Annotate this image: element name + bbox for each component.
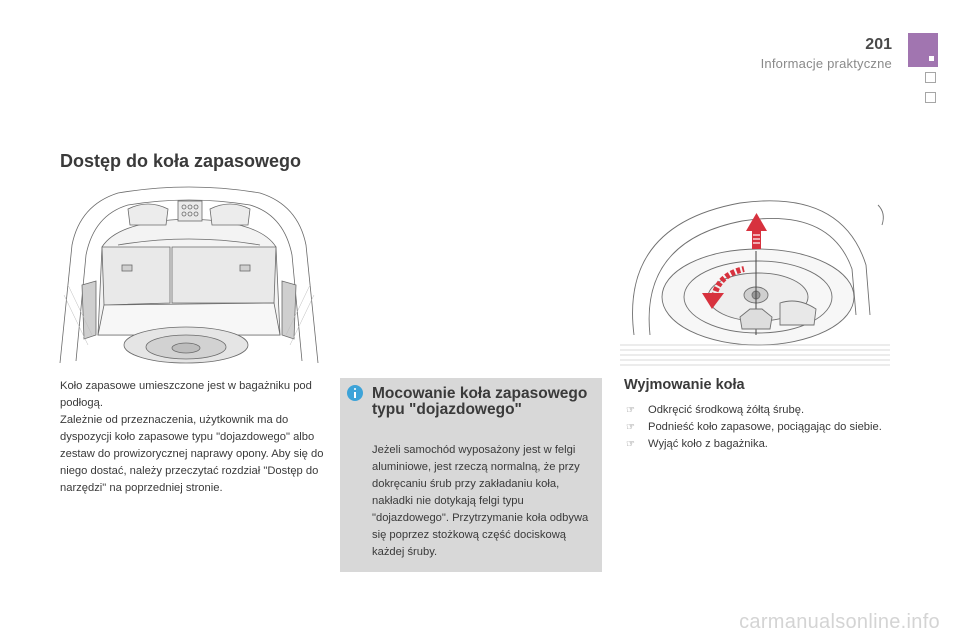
page-number: 201 — [865, 36, 892, 53]
step-text: Wyjąć koło z bagażnika. — [648, 438, 768, 450]
spare-wheel-illustration — [620, 185, 890, 369]
hand-pointer-icon: ☞ — [626, 405, 635, 416]
hand-pointer-icon: ☞ — [626, 422, 635, 433]
watermark: carmanualsonline.info — [739, 611, 940, 633]
tab-marker-icon — [929, 56, 934, 61]
info-box — [340, 378, 602, 572]
page-title: Dostęp do koła zapasowego — [60, 151, 302, 171]
info-box-body: Jeżeli samochód wyposażony jest w felgi aluminiowe, jest rzeczą normalną, że przy dokręcaniu śrub przy zakładaniu koła, nakładki nie dotykają felgi typu "dojazdowego". Przytrzymanie koła odbywa się poprzez stożkową część dociskową każdej śruby. — [372, 444, 589, 558]
info-icon — [347, 385, 363, 401]
chapter-tab[interactable] — [925, 72, 936, 83]
info-box-title: Mocowanie koła zapasowego typu "dojazdowego" — [372, 385, 588, 418]
list-item — [624, 402, 894, 419]
intro-paragraph: Koło zapasowe umieszczone jest w bagażniku pod podłogą. — [60, 380, 312, 409]
chapter-tab-active[interactable] — [908, 33, 938, 67]
trunk-illustration — [58, 185, 320, 365]
section-title: Informacje praktyczne — [760, 56, 892, 71]
removal-steps — [624, 402, 894, 453]
intro-paragraph: Zależnie od przeznaczenia, użytkownik ma do dyspozycji koło zapasowe typu "dojazdowego" albo zestaw do prowizorycznej naprawy opony. Aby się do niego dostać, należy przeczytać rozdział "Dostęp do narzędzi" na poprzedniej stronie. — [60, 414, 324, 494]
hand-pointer-icon: ☞ — [626, 439, 635, 450]
chapter-tab[interactable] — [925, 92, 936, 103]
step-text: Podnieść koło zapasowe, pociągając do siebie. — [648, 421, 882, 433]
list-item — [624, 436, 894, 453]
list-item — [624, 419, 894, 436]
removal-heading: Wyjmowanie koła — [624, 377, 745, 393]
step-text: Odkręcić środkową żółtą śrubę. — [648, 404, 805, 416]
intro-text — [60, 378, 330, 497]
